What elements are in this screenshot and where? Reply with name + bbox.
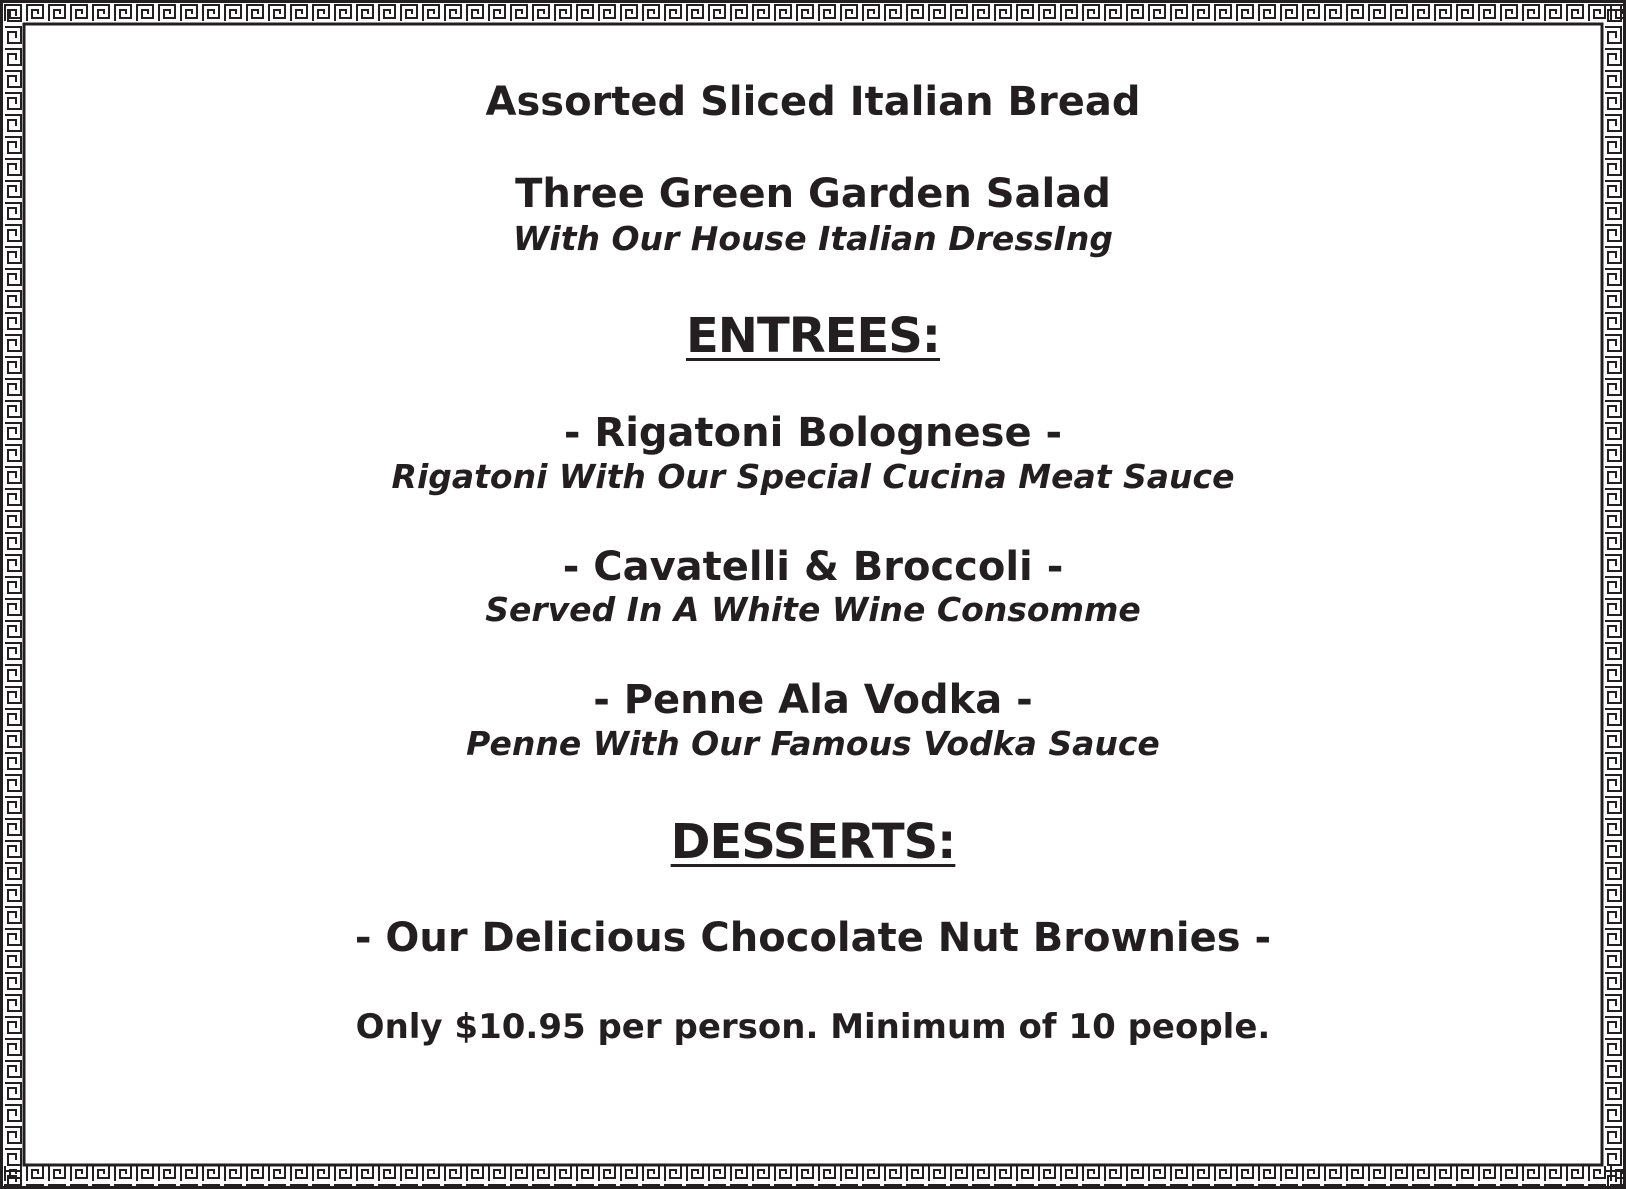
entree-name: - Rigatoni Bolognese - — [563, 410, 1063, 456]
salad-description: With Our House Italian DressIng — [513, 219, 1113, 258]
entree-description: Served In A White Wine Consomme — [485, 590, 1141, 629]
bread-item: Assorted Sliced Italian Bread — [485, 79, 1141, 125]
entree-description: Rigatoni With Our Special Cucina Meat Sauce — [391, 457, 1235, 496]
salad-name: Three Green Garden Salad — [515, 171, 1111, 217]
entree-name: - Cavatelli & Broccoli - — [562, 544, 1064, 590]
entree-description: Penne With Our Famous Vodka Sauce — [466, 724, 1160, 763]
entree-name: - Penne Ala Vodka - — [593, 677, 1033, 723]
pricing-note: Only $10.95 per person. Minimum of 10 people. — [355, 1007, 1271, 1047]
dessert-item: - Our Delicious Chocolate Nut Brownies - — [354, 915, 1272, 961]
desserts-heading: DESSERTS: — [670, 814, 956, 870]
entrees-heading: ENTREES: — [685, 308, 940, 364]
